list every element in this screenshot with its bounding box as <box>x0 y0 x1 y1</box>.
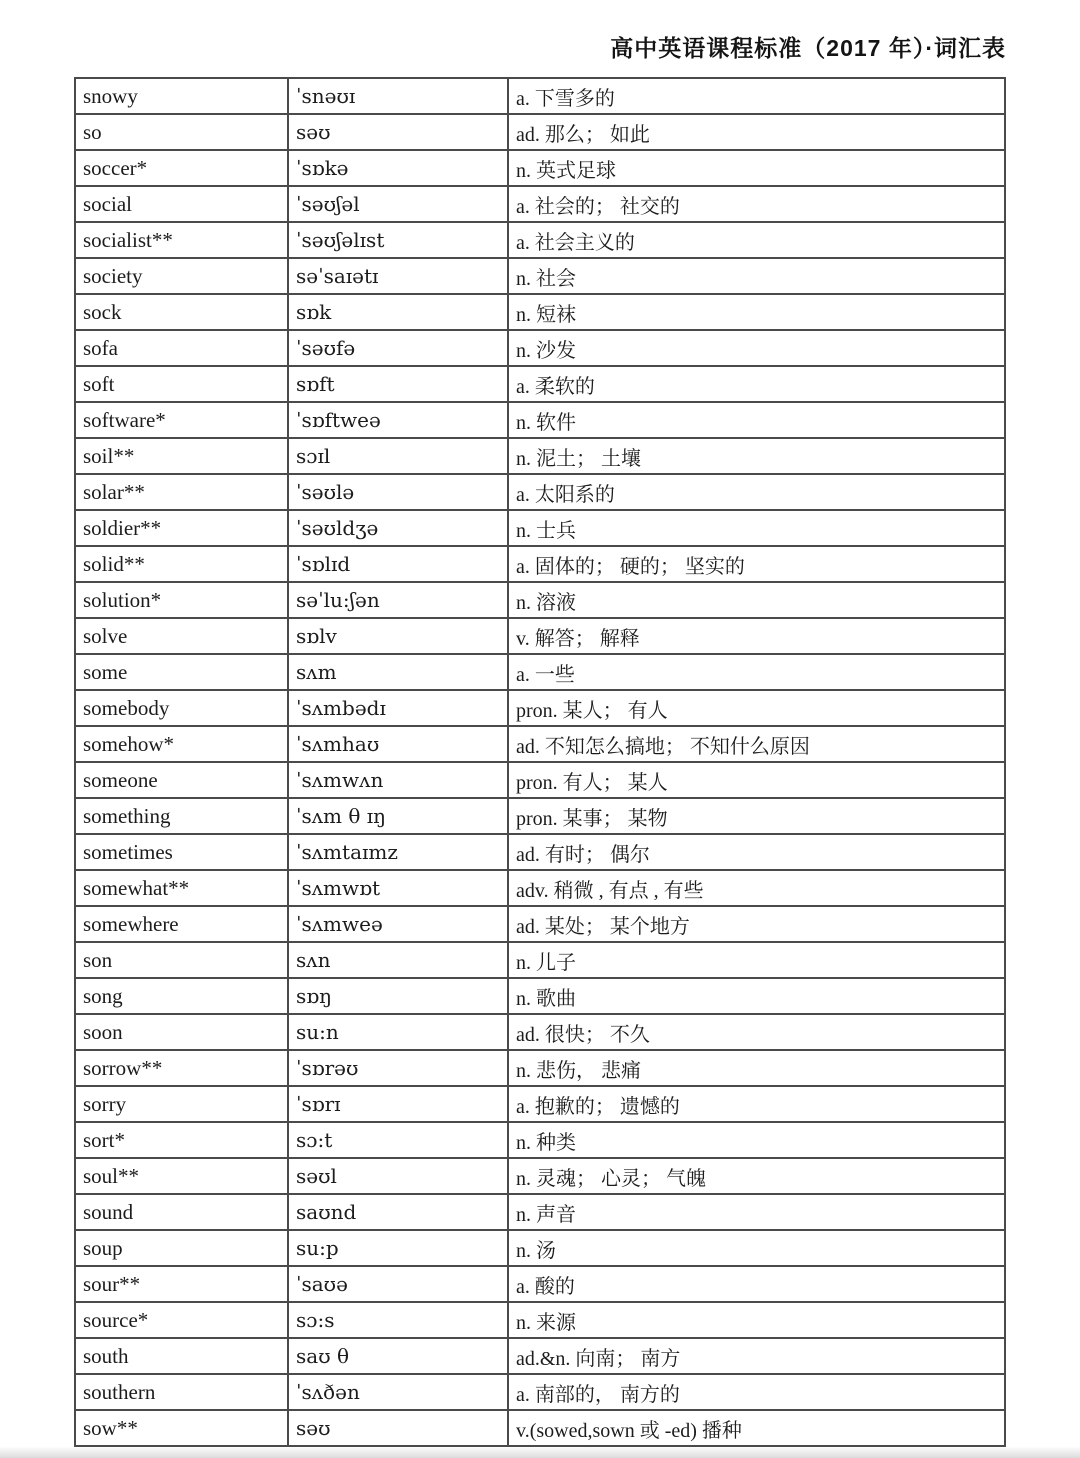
phonetic-cell: sʌm <box>288 654 508 690</box>
table-row <box>75 1266 1005 1302</box>
table-row <box>75 618 1005 654</box>
phonetic-cell: ˈsəʊʃəl <box>288 186 508 222</box>
definition-cell: pron. 某人； 有人 <box>508 690 1005 726</box>
table-row <box>75 690 1005 726</box>
table-row <box>75 438 1005 474</box>
table-row <box>75 1194 1005 1230</box>
word-cell: soil** <box>75 438 288 474</box>
word-cell: software* <box>75 402 288 438</box>
phonetic-cell: ˈsʌmhaʊ <box>288 726 508 762</box>
phonetic-cell: ˈsʌmwʌn <box>288 762 508 798</box>
word-cell: society <box>75 258 288 294</box>
phonetic-cell: sɒŋ <box>288 978 508 1014</box>
definition-cell: n. 声音 <box>508 1194 1005 1230</box>
definition-cell: a. 社会的； 社交的 <box>508 186 1005 222</box>
table-row <box>75 798 1005 834</box>
phonetic-cell: ˈsəʊlə <box>288 474 508 510</box>
phonetic-cell: sɒlv <box>288 618 508 654</box>
definition-cell: adv. 稍微 , 有点 , 有些 <box>508 870 1005 906</box>
definition-cell: n. 软件 <box>508 402 1005 438</box>
phonetic-cell: ˈsəʊʃəlɪst <box>288 222 508 258</box>
table-row <box>75 222 1005 258</box>
table-row <box>75 186 1005 222</box>
word-cell: social <box>75 186 288 222</box>
table-row <box>75 294 1005 330</box>
word-cell: soccer* <box>75 150 288 186</box>
table-row <box>75 1014 1005 1050</box>
phonetic-cell: sɒft <box>288 366 508 402</box>
definition-cell: n. 种类 <box>508 1122 1005 1158</box>
phonetic-cell: ˈsɒftweə <box>288 402 508 438</box>
word-cell: sock <box>75 294 288 330</box>
word-cell: south <box>75 1338 288 1374</box>
phonetic-cell: su:p <box>288 1230 508 1266</box>
word-cell: sofa <box>75 330 288 366</box>
table-row <box>75 1230 1005 1266</box>
definition-cell: a. 社会主义的 <box>508 222 1005 258</box>
phonetic-cell: səˈlu:ʃən <box>288 582 508 618</box>
table-row <box>75 1086 1005 1122</box>
phonetic-cell: ˈsʌðən <box>288 1374 508 1410</box>
definition-cell: n. 社会 <box>508 258 1005 294</box>
table-row <box>75 726 1005 762</box>
page-title: 高中英语课程标准（2017 年）·词汇表 <box>610 35 1006 61</box>
definition-cell: ad. 不知怎么搞地； 不知什么原因 <box>508 726 1005 762</box>
word-cell: somewhere <box>75 906 288 942</box>
definition-cell: ad. 那么； 如此 <box>508 114 1005 150</box>
table-row <box>75 474 1005 510</box>
word-cell: sort* <box>75 1122 288 1158</box>
phonetic-cell: ˈsɒlɪd <box>288 546 508 582</box>
phonetic-cell: səʊl <box>288 1158 508 1194</box>
word-cell: solid** <box>75 546 288 582</box>
table-row <box>75 1050 1005 1086</box>
table-row <box>75 78 1005 114</box>
vocab-table <box>74 77 1006 1447</box>
table-row <box>75 1338 1005 1374</box>
table-row <box>75 1410 1005 1446</box>
word-cell: soft <box>75 366 288 402</box>
definition-cell: n. 士兵 <box>508 510 1005 546</box>
definition-cell: a. 南部的， 南方的 <box>508 1374 1005 1410</box>
word-cell: something <box>75 798 288 834</box>
table-row <box>75 1374 1005 1410</box>
table-row <box>75 582 1005 618</box>
word-cell: son <box>75 942 288 978</box>
phonetic-cell: səʊ <box>288 114 508 150</box>
table-row <box>75 906 1005 942</box>
table-row <box>75 1158 1005 1194</box>
definition-cell: n. 悲伤， 悲痛 <box>508 1050 1005 1086</box>
definition-cell: n. 来源 <box>508 1302 1005 1338</box>
word-cell: southern <box>75 1374 288 1410</box>
word-cell: someone <box>75 762 288 798</box>
word-cell: sorry <box>75 1086 288 1122</box>
definition-cell: a. 固体的； 硬的； 坚实的 <box>508 546 1005 582</box>
phonetic-cell: ˈsɒkə <box>288 150 508 186</box>
table-row <box>75 366 1005 402</box>
vocab-table-body <box>75 78 1005 1446</box>
phonetic-cell: ˈsʌm θ ɪŋ <box>288 798 508 834</box>
phonetic-cell: ˈsʌmbədɪ <box>288 690 508 726</box>
phonetic-cell: ˈsʌmwɒt <box>288 870 508 906</box>
definition-cell: v. 解答； 解释 <box>508 618 1005 654</box>
table-row <box>75 870 1005 906</box>
definition-cell: n. 短袜 <box>508 294 1005 330</box>
table-row <box>75 114 1005 150</box>
definition-cell: n. 泥土； 土壤 <box>508 438 1005 474</box>
table-row <box>75 978 1005 1014</box>
word-cell: sound <box>75 1194 288 1230</box>
definition-cell: ad. 某处； 某个地方 <box>508 906 1005 942</box>
definition-cell: n. 汤 <box>508 1230 1005 1266</box>
word-cell: snowy <box>75 78 288 114</box>
phonetic-cell: sʌn <box>288 942 508 978</box>
word-cell: so <box>75 114 288 150</box>
page-bottom-shadow <box>0 1446 1080 1458</box>
definition-cell: n. 溶液 <box>508 582 1005 618</box>
phonetic-cell: səˈsaɪətɪ <box>288 258 508 294</box>
phonetic-cell: saʊ θ <box>288 1338 508 1374</box>
definition-cell: n. 灵魂； 心灵； 气魄 <box>508 1158 1005 1194</box>
phonetic-cell: səʊ <box>288 1410 508 1446</box>
definition-cell: ad.&n. 向南； 南方 <box>508 1338 1005 1374</box>
definition-cell: a. 柔软的 <box>508 366 1005 402</box>
word-cell: somebody <box>75 690 288 726</box>
definition-cell: n. 儿子 <box>508 942 1005 978</box>
phonetic-cell: ˈsʌmtaɪmz <box>288 834 508 870</box>
word-cell: solar** <box>75 474 288 510</box>
definition-cell: a. 一些 <box>508 654 1005 690</box>
phonetic-cell: sɔɪl <box>288 438 508 474</box>
table-row <box>75 546 1005 582</box>
word-cell: sorrow** <box>75 1050 288 1086</box>
phonetic-cell: su:n <box>288 1014 508 1050</box>
word-cell: soldier** <box>75 510 288 546</box>
word-cell: soon <box>75 1014 288 1050</box>
phonetic-cell: saʊnd <box>288 1194 508 1230</box>
word-cell: solve <box>75 618 288 654</box>
definition-cell: n. 英式足球 <box>508 150 1005 186</box>
word-cell: soul** <box>75 1158 288 1194</box>
phonetic-cell: sɒk <box>288 294 508 330</box>
word-cell: sow** <box>75 1410 288 1446</box>
definition-cell: a. 太阳系的 <box>508 474 1005 510</box>
definition-cell: n. 歌曲 <box>508 978 1005 1014</box>
phonetic-cell: ˈsnəʊɪ <box>288 78 508 114</box>
word-cell: sour** <box>75 1266 288 1302</box>
word-cell: soup <box>75 1230 288 1266</box>
definition-cell: a. 抱歉的； 遗憾的 <box>508 1086 1005 1122</box>
definition-cell: ad. 有时； 偶尔 <box>508 834 1005 870</box>
word-cell: somehow* <box>75 726 288 762</box>
word-cell: socialist** <box>75 222 288 258</box>
table-row <box>75 942 1005 978</box>
word-cell: song <box>75 978 288 1014</box>
word-cell: somewhat** <box>75 870 288 906</box>
phonetic-cell: ˈsʌmweə <box>288 906 508 942</box>
table-row <box>75 654 1005 690</box>
table-row <box>75 1302 1005 1338</box>
phonetic-cell: ˈsaʊə <box>288 1266 508 1302</box>
table-row <box>75 1122 1005 1158</box>
word-cell: source* <box>75 1302 288 1338</box>
table-row <box>75 330 1005 366</box>
word-cell: some <box>75 654 288 690</box>
table-row <box>75 402 1005 438</box>
definition-cell: pron. 有人； 某人 <box>508 762 1005 798</box>
table-row <box>75 258 1005 294</box>
word-cell: sometimes <box>75 834 288 870</box>
table-row <box>75 834 1005 870</box>
table-row <box>75 762 1005 798</box>
table-row <box>75 510 1005 546</box>
definition-cell: a. 下雪多的 <box>508 78 1005 114</box>
definition-cell: v.(sowed,sown 或 -ed) 播种 <box>508 1410 1005 1446</box>
phonetic-cell: ˈsəʊfə <box>288 330 508 366</box>
definition-cell: a. 酸的 <box>508 1266 1005 1302</box>
definition-cell: pron. 某事； 某物 <box>508 798 1005 834</box>
phonetic-cell: sɔ:t <box>288 1122 508 1158</box>
phonetic-cell: sɔ:s <box>288 1302 508 1338</box>
word-cell: solution* <box>75 582 288 618</box>
phonetic-cell: ˈsɒrəʊ <box>288 1050 508 1086</box>
definition-cell: ad. 很快； 不久 <box>508 1014 1005 1050</box>
definition-cell: n. 沙发 <box>508 330 1005 366</box>
phonetic-cell: ˈsəʊldʒə <box>288 510 508 546</box>
table-row <box>75 150 1005 186</box>
phonetic-cell: ˈsɒrɪ <box>288 1086 508 1122</box>
